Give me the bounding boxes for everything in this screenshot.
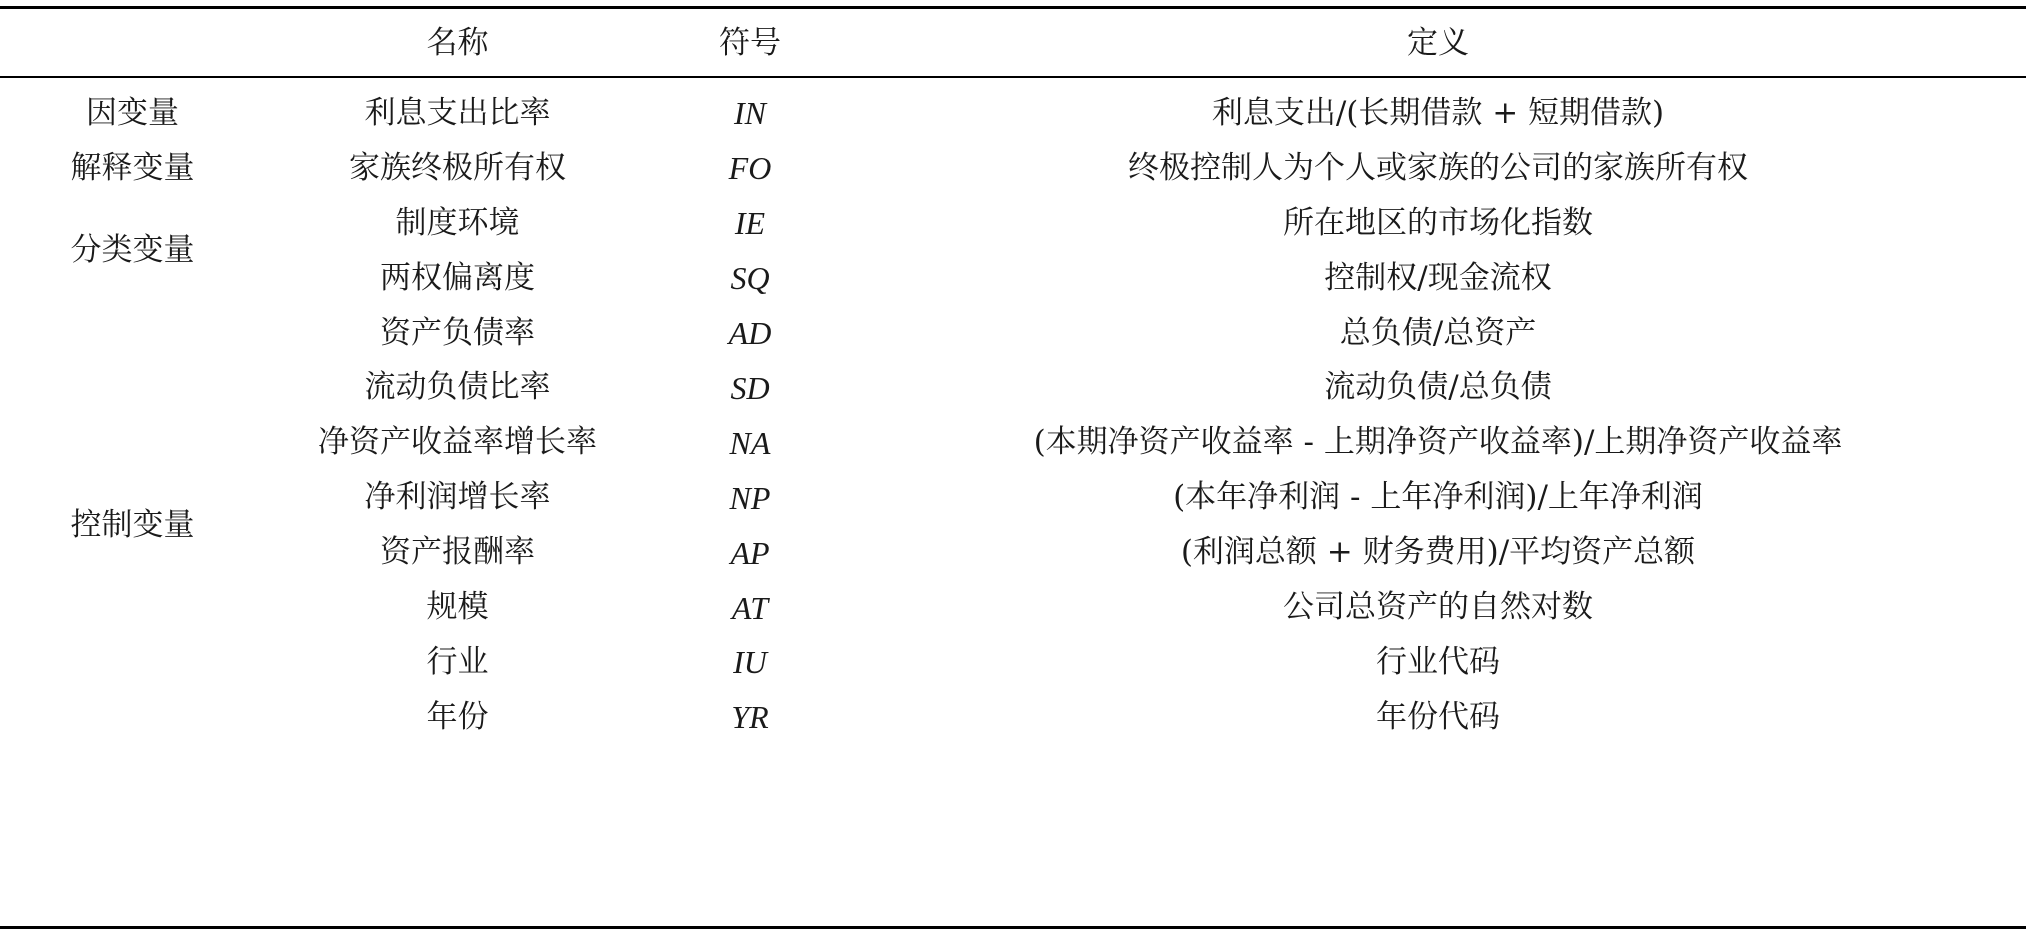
table-bottom-rule <box>0 926 2026 929</box>
variable-definition: 流动负债/总负债 <box>1324 369 1552 406</box>
variable-name: 行业 <box>426 643 489 680</box>
variable-symbol: AD <box>728 315 772 352</box>
header-category <box>0 18 265 68</box>
variable-definition: 行业代码 <box>1376 643 1500 680</box>
variable-name: 净利润增长率 <box>364 479 551 516</box>
table-top-rule <box>0 6 2026 9</box>
variable-definition: (本年净利润 - 上年净利润)/上年净利润 <box>1173 479 1703 516</box>
variable-symbol: AT <box>731 589 769 626</box>
variable-symbol: FO <box>728 150 772 187</box>
header-definition: 定义 <box>1407 24 1469 61</box>
variable-symbol: NP <box>729 479 771 516</box>
variable-name: 制度环境 <box>395 204 520 241</box>
variable-definition: 控制权/现金流权 <box>1324 259 1552 296</box>
variable-name: 资产负债率 <box>380 314 535 351</box>
variable-definition: 终极控制人为个人或家族的公司的家族所有权 <box>1128 149 1748 186</box>
variable-definition: 年份代码 <box>1376 698 1500 735</box>
variable-symbol: NA <box>729 424 771 461</box>
variable-name: 规模 <box>426 589 489 626</box>
variable-symbol: IE <box>734 205 766 242</box>
variable-definition: 公司总资产的自然对数 <box>1283 589 1593 626</box>
variable-symbol: AP <box>730 534 770 571</box>
variable-definition: (本期净资产收益率 - 上期净资产收益率)/上期净资产收益率 <box>1033 424 1843 461</box>
variable-symbol: IN <box>734 95 766 132</box>
variable-name: 两权偏离度 <box>380 259 535 296</box>
variable-name: 家族终极所有权 <box>349 149 566 186</box>
variable-category: 控制变量 <box>70 506 195 543</box>
variable-definition: 总负债/总资产 <box>1339 314 1537 351</box>
variable-definition: 所在地区的市场化指数 <box>1283 204 1593 241</box>
variable-definition: 利息支出/(长期借款 + 短期借款) <box>1211 94 1665 131</box>
variable-category: 分类变量 <box>70 232 195 269</box>
variable-definition: (利润总额 + 财务费用)/平均资产总额 <box>1180 534 1696 571</box>
table-header-rule <box>0 76 2026 78</box>
variable-name: 流动负债比率 <box>364 369 551 406</box>
variable-category: 因变量 <box>86 94 179 131</box>
variable-symbol: IU <box>733 644 767 681</box>
variable-name: 净资产收益率增长率 <box>318 424 597 461</box>
variable-symbol: SQ <box>730 260 770 297</box>
header-name: 名称 <box>426 24 489 61</box>
header-symbol: 符号 <box>719 24 781 61</box>
variable-symbol: YR <box>731 699 769 736</box>
variable-name: 利息支出比率 <box>364 94 551 131</box>
variable-category: 解释变量 <box>70 149 195 186</box>
variable-name: 资产报酬率 <box>380 534 535 571</box>
variable-name: 年份 <box>426 698 489 735</box>
variable-symbol: SD <box>730 369 770 406</box>
